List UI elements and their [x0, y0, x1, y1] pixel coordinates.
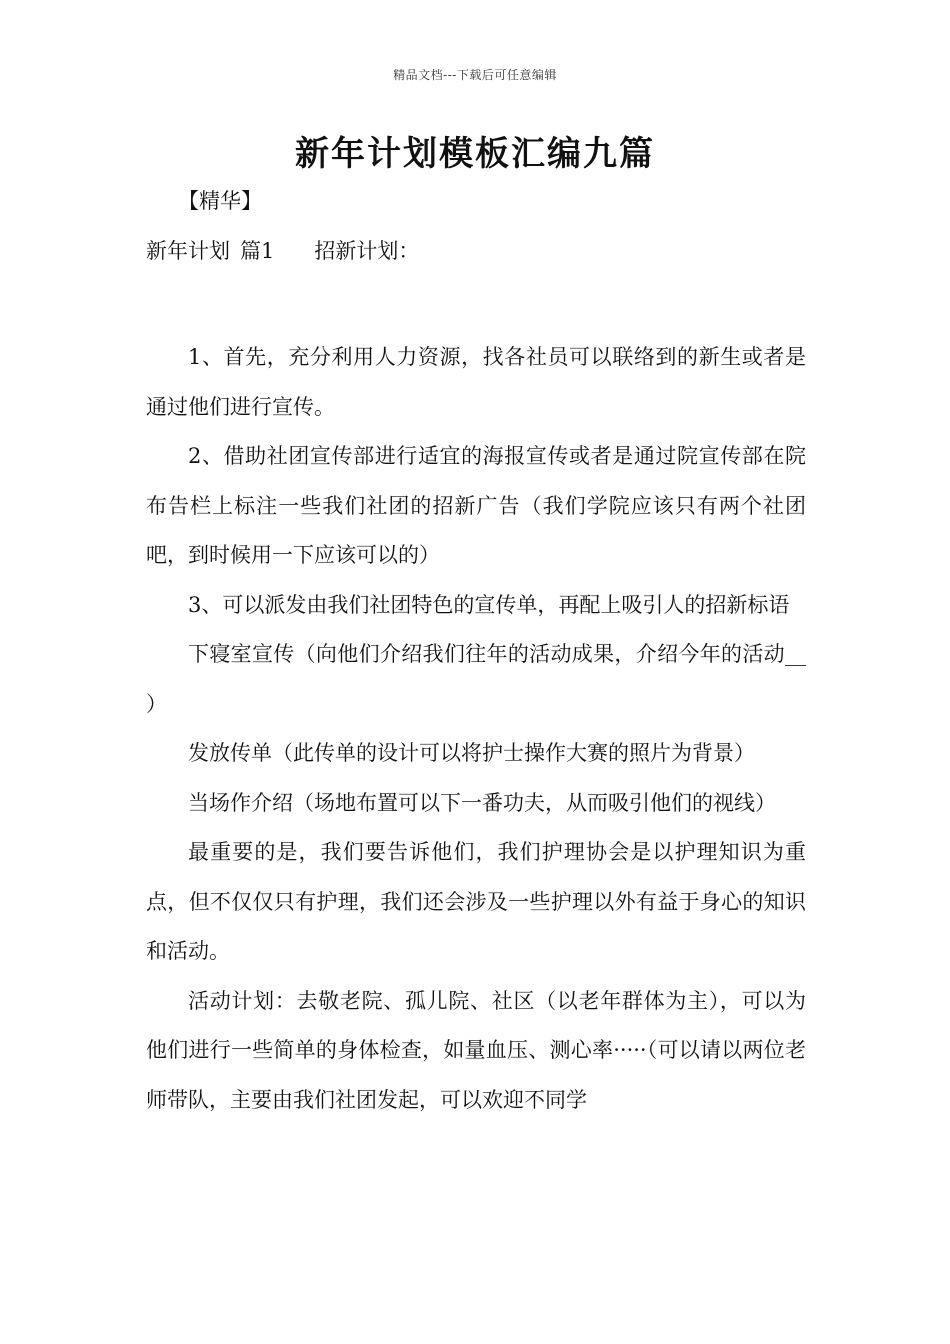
paragraph-2: 2、借助社团宣传部进行适宜的海报宣传或者是通过院宣传部在院布告栏上标注一些我们社团的招新广告（我们学院应该只有两个社团吧，到时候用一下应该可以的） [146, 444, 806, 567]
paragraph-6: 当场作介绍（场地布置可以下一番功夫，从而吸引他们的视线） [188, 790, 776, 815]
paragraph-7: 最重要的是，我们要告诉他们，我们护理协会是以护理知识为重点，但不仅仅只有护理，我们还会涉及一些护理以外有益于身心的知识和活动。 [146, 840, 806, 963]
paragraph-1: 1、首先，充分利用人力资源，找各社员可以联络到的新生或者是通过他们进行宣传。 [146, 345, 806, 419]
section-name: 新年计划 [146, 239, 230, 263]
paragraph-4: 下寝室宣传（向他们介绍我们往年的活动成果，介绍今年的活动__ ） [146, 642, 806, 716]
quality-tag: 【精华】 [178, 189, 262, 213]
paragraph-8: 活动计划：去敬老院、孤儿院、社区（以老年群体为主），可以为他们进行一些简单的身体检查，如量血压、测心率·····（可以请以两位老师带队，主要由我们社团发起，可以欢迎不同学 [146, 988, 806, 1112]
document-title: 新年计划模板汇编九篇 [295, 134, 655, 174]
section-subject: 招新计划： [314, 239, 420, 263]
header-note: 精品文档---下载后可任意编辑 [393, 68, 557, 82]
paragraph-5: 发放传单（此传单的设计可以将护士操作大赛的照片为背景） [188, 741, 755, 765]
section-heading [146, 236, 419, 266]
section-number: 篇1 [240, 239, 275, 263]
body-text [146, 333, 806, 1125]
paragraph-3: 3、可以派发由我们社团特色的宣传单，再配上吸引人的招新标语 [188, 592, 790, 617]
